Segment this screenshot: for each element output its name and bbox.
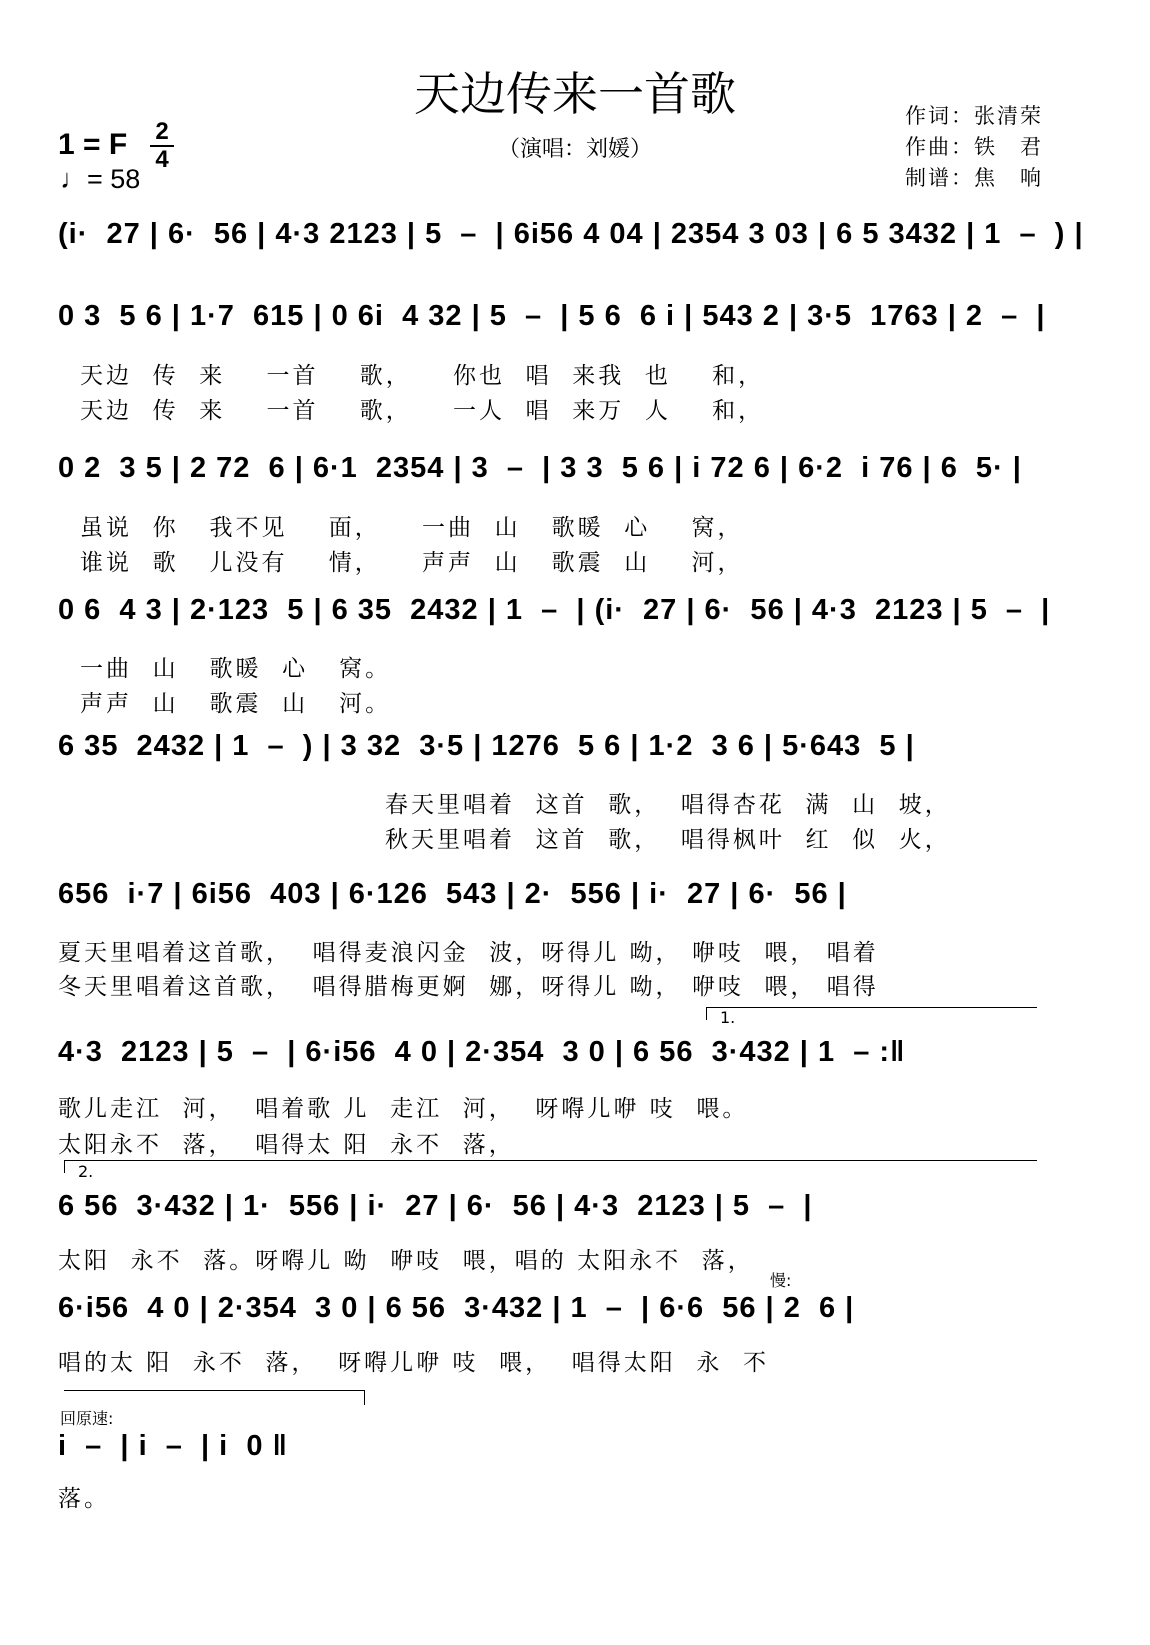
- lyric-line-4b: 声声 山 歌震 山 河。: [80, 691, 392, 717]
- score-line-6: 656 i·7 | 6i56 403 | 6·126 543 | 2· 556 | i· 27 | 6· 56 |: [58, 878, 847, 910]
- song-title: 天边传来一首歌: [414, 67, 736, 121]
- score-line-10: i – | i – | i 0 ‖: [58, 1430, 288, 1462]
- score-line-3: 0 2 3 5 | 2 72 6 | 6·1 2354 | 3 – | 3 3 5 6 | i 72 6 | 6·2 i 76 | 6 5· |: [58, 452, 1022, 484]
- score-line-4: 0 6 4 3 | 2·123 5 | 6 35 2432 | 1 – | (i· 27 | 6· 56 | 4·3 2123 | 5 – |: [58, 594, 1051, 626]
- lyric-line-3b: 谁说 歌 儿没有 情， 声声 山 歌震 山 河，: [80, 550, 744, 576]
- time-signature: [150, 120, 174, 172]
- composer-credit: 作曲：铁 君: [905, 135, 1043, 159]
- lyricist-credit: 作词：张清荣: [905, 104, 1043, 128]
- singer-credit: （演唱：刘媛）: [497, 137, 652, 162]
- volta-label-1: 1.: [720, 1008, 736, 1027]
- lyric-line-10a: 落。: [58, 1486, 110, 1512]
- key-signature: 1 = F: [58, 128, 128, 161]
- time-signature-top: 2: [155, 118, 169, 145]
- lyric-line-7a: 歌儿走江 河， 唱着歌 儿 走江 河， 呀嘚儿咿 吱 喂。: [58, 1096, 749, 1122]
- lyric-line-9a: 唱的太 阳 永不 落， 呀嘚儿咿 吱 喂， 唱得太阳 永 不: [58, 1350, 769, 1376]
- score-line-1: (i· 27 | 6· 56 | 4·3 2123 | 5 – | 6i56 4 04 | 2354 3 03 | 6 5 3432 | 1 – ) |: [58, 218, 1084, 250]
- volta-bracket-2: [64, 1160, 1037, 1173]
- a-tempo-mark: 回原速:: [60, 1409, 114, 1428]
- lyric-line-6b: 冬天里唱着这首歌， 唱得腊梅更婀 娜，呀得儿 呦， 咿吱 喂， 唱得: [58, 974, 879, 1000]
- score-line-8: 6 56 3·432 | 1· 556 | i· 27 | 6· 56 | 4·3 2123 | 5 – |: [58, 1190, 813, 1222]
- lyric-line-5a: 春天里唱着 这首 歌， 唱得杏花 满 山 坡，: [385, 792, 951, 818]
- score-line-9: 6·i56 4 0 | 2·354 3 0 | 6 56 3·432 | 1 – | 6·6 56 | 2 6 |: [58, 1292, 855, 1324]
- score-line-7: 4·3 2123 | 5 – | 6·i56 4 0 | 2·354 3 0 | 6 56 3·432 | 1 – :‖: [58, 1036, 906, 1068]
- time-signature-bottom: 4: [155, 146, 169, 173]
- lyric-line-3a: 虽说 你 我不见 面， 一曲 山 歌暖 心 窝，: [80, 515, 744, 541]
- lyric-line-6a: 夏天里唱着这首歌， 唱得麦浪闪金 波，呀得儿 呦， 咿吱 喂， 唱着: [58, 940, 879, 966]
- volta-bracket-1: [706, 1007, 1037, 1020]
- score-line-5: 6 35 2432 | 1 – ) | 3 32 3·5 | 1276 5 6 | 1·2 3 6 | 5·643 5 |: [58, 730, 915, 762]
- lyric-line-8a: 太阳 永不 落。呀嘚儿 呦 咿吱 喂，唱的 太阳永不 落，: [58, 1248, 754, 1274]
- transcriber-credit: 制谱：焦 响: [905, 166, 1043, 190]
- volta-label-2: 2.: [78, 1162, 94, 1181]
- tempo-mark: ♩= 58: [60, 164, 141, 194]
- tempo-slow-mark: 慢:: [770, 1271, 792, 1290]
- lyric-line-2a: 天边 传 来 一首 歌， 你也 唱 来我 也 和，: [80, 363, 765, 389]
- score-line-2: 0 3 5 6 | 1·7 615 | 0 6i 4 32 | 5 – | 5 6 6 i | 543 2 | 3·5 1763 | 2 – |: [58, 300, 1046, 332]
- a-tempo-bracket: [64, 1390, 365, 1405]
- lyric-line-2b: 天边 传 来 一首 歌， 一人 唱 来万 人 和，: [80, 398, 765, 424]
- lyric-line-4a: 一曲 山 歌暖 心 窝。: [80, 656, 392, 682]
- lyric-line-7b: 太阳永不 落， 唱得太 阳 永不 落，: [58, 1132, 515, 1158]
- lyric-line-5b: 秋天里唱着 这首 歌， 唱得枫叶 红 似 火，: [385, 827, 951, 853]
